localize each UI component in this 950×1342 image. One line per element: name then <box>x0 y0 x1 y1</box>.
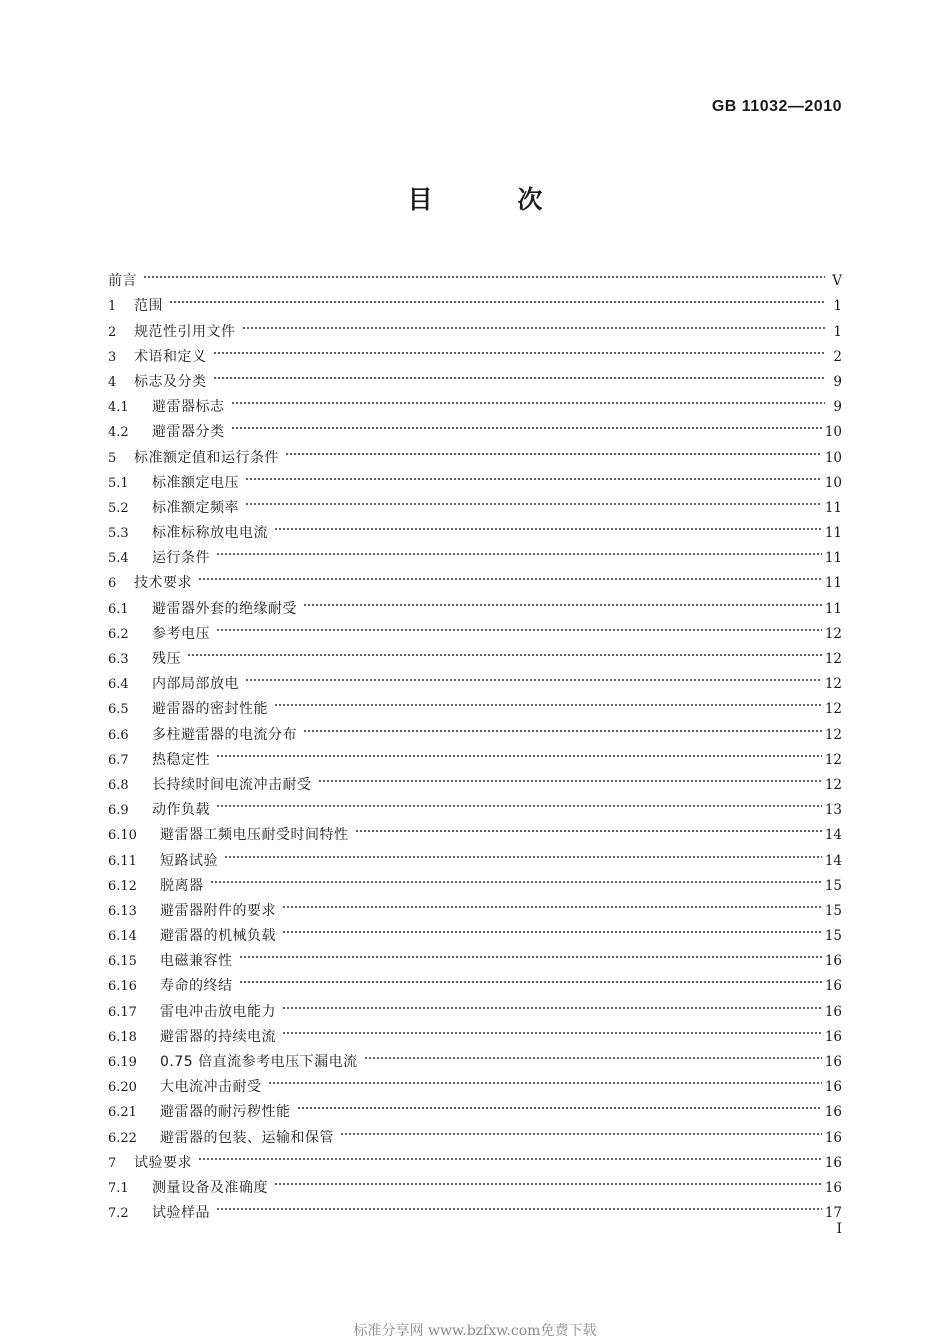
toc-entry-title: 避雷器的包装、运输和保管 <box>160 1129 334 1146</box>
toc-entry-page: 16 <box>824 1003 842 1020</box>
toc-entry-title: 避雷器附件的要求 <box>160 902 276 919</box>
toc-entry-page: 12 <box>824 751 842 768</box>
toc-entry-title: 避雷器的耐污秽性能 <box>160 1104 291 1121</box>
toc-entry-title: 避雷器的机械负载 <box>160 928 276 945</box>
toc-dot-leader <box>316 764 825 789</box>
toc-entry-page: 1 <box>833 298 842 315</box>
toc-entry-title: 0.75 倍直流参考电压下漏电流 <box>160 1054 358 1070</box>
toc-dot-leader <box>301 587 825 612</box>
toc-entry-number: 6.21 <box>108 1105 137 1121</box>
toc-dot-leader <box>272 512 825 537</box>
toc-entry-number: 6.9 <box>108 803 129 819</box>
toc-entry[interactable] <box>108 260 842 290</box>
toc-entry-number: 4 <box>108 374 117 390</box>
toc-entry[interactable] <box>108 386 842 416</box>
toc-dot-leader <box>214 1192 825 1217</box>
toc-entry-number: 6.11 <box>108 853 137 869</box>
toc-entry-title: 避雷器工频电压耐受时间特性 <box>160 827 349 844</box>
toc-entry-title: 脱离器 <box>160 877 204 894</box>
toc-entry-number: 6.5 <box>108 702 129 718</box>
toc-dot-leader <box>240 310 829 335</box>
toc-entry-number: 1 <box>108 299 117 315</box>
table-of-contents <box>108 260 842 1222</box>
toc-dot-leader <box>243 663 825 688</box>
toc-entry[interactable] <box>108 1192 842 1222</box>
toc-entry-title: 试验要求 <box>134 1154 192 1171</box>
toc-entry-page: 16 <box>824 953 842 970</box>
toc-dot-leader <box>280 915 825 940</box>
toc-dot-leader <box>214 537 825 562</box>
toc-entry[interactable] <box>108 537 842 567</box>
toc-entry-title: 技术要求 <box>134 575 192 592</box>
toc-entry-page: 11 <box>824 600 842 617</box>
toc-entry-page: 16 <box>824 1104 842 1121</box>
toc-entry-number: 6.4 <box>108 677 129 693</box>
toc-entry-page: 16 <box>824 1129 842 1146</box>
toc-entry-page: 12 <box>824 701 842 718</box>
toc-entry-number: 5.4 <box>108 551 129 567</box>
toc-entry-number: 6.14 <box>108 929 137 945</box>
toc-dot-leader <box>196 1142 825 1167</box>
toc-entry-page: 13 <box>824 802 842 819</box>
toc-entry-page: 1 <box>833 323 842 340</box>
toc-entry-number: 5 <box>108 450 117 466</box>
toc-entry-title: 热稳定性 <box>152 751 210 768</box>
toc-entry-page: 12 <box>824 676 842 693</box>
toc-dot-leader <box>211 336 829 361</box>
toc-entry-title: 避雷器的密封性能 <box>152 701 268 718</box>
toc-dot-leader <box>214 739 825 764</box>
toc-entry-title: 多柱避雷器的电流分布 <box>152 726 297 743</box>
toc-dot-leader <box>185 638 825 663</box>
toc-entry-title: 避雷器外套的绝缘耐受 <box>152 600 297 617</box>
toc-entry-number: 5.2 <box>108 500 129 516</box>
toc-entry-title: 长持续时间电流冲击耐受 <box>152 776 312 793</box>
toc-entry[interactable] <box>108 789 842 819</box>
toc-entry[interactable] <box>108 764 842 793</box>
toc-entry-title: 前言 <box>108 273 137 290</box>
page-number: I <box>836 1221 842 1237</box>
toc-entry-page: 15 <box>824 928 842 945</box>
toc-entry[interactable] <box>108 865 842 894</box>
toc-dot-leader <box>280 890 825 915</box>
toc-dot-leader <box>229 411 825 436</box>
toc-entry-page: V <box>832 273 842 290</box>
toc-entry-number: 6.10 <box>108 828 137 844</box>
toc-entry-number: 6.20 <box>108 1080 137 1096</box>
toc-dot-leader <box>196 562 825 587</box>
toc-entry-page: 15 <box>824 902 842 919</box>
toc-entry-number: 2 <box>108 324 117 340</box>
toc-entry-title: 避雷器分类 <box>152 424 225 441</box>
toc-entry-title: 雷电冲击放电能力 <box>160 1003 276 1020</box>
toc-entry-page: 16 <box>824 1079 842 1096</box>
toc-entry-title: 试验样品 <box>152 1205 210 1222</box>
toc-entry-number: 6.15 <box>108 954 137 970</box>
toc-entry[interactable] <box>108 890 842 919</box>
toc-entry-title: 运行条件 <box>152 550 210 567</box>
toc-entry-number: 4.1 <box>108 400 129 416</box>
toc-dot-leader <box>301 713 825 738</box>
toc-entry-page: 9 <box>833 373 842 390</box>
toc-entry[interactable] <box>108 587 842 617</box>
toc-dot-leader <box>280 1016 825 1041</box>
toc-entry-number: 5.3 <box>108 526 129 542</box>
toc-entry-title: 避雷器的持续电流 <box>160 1028 276 1045</box>
toc-dot-leader <box>211 361 829 386</box>
toc-entry-page: 11 <box>824 550 842 567</box>
toc-entry[interactable] <box>108 814 842 844</box>
toc-dot-leader <box>214 789 825 814</box>
toc-entry[interactable] <box>108 739 842 768</box>
toc-entry-page: 10 <box>824 474 842 491</box>
toc-entry[interactable] <box>108 310 842 340</box>
toc-entry-title: 避雷器标志 <box>152 399 225 416</box>
toc-dot-leader <box>208 865 825 890</box>
toc-dot-leader <box>280 990 825 1015</box>
toc-entry[interactable] <box>108 613 842 642</box>
toc-entry-title: 内部局部放电 <box>152 676 239 693</box>
toc-entry-page: 10 <box>824 449 842 466</box>
toc-entry-number: 6.6 <box>108 727 129 743</box>
toc-dot-leader <box>283 436 825 461</box>
toc-entry[interactable] <box>108 285 842 315</box>
toc-entry-page: 16 <box>824 1154 842 1171</box>
toc-dot-leader <box>353 814 825 839</box>
toc-entry-title: 测量设备及准确度 <box>152 1179 268 1196</box>
toc-entry-title: 标志及分类 <box>134 373 207 390</box>
toc-entry-number: 6.3 <box>108 652 129 667</box>
toc-entry-number: 6.18 <box>108 1029 137 1045</box>
toc-entry-page: 14 <box>824 827 842 844</box>
toc-dot-leader <box>295 1091 825 1116</box>
toc-entry-page: 16 <box>824 1054 842 1070</box>
toc-entry-page: 10 <box>824 424 842 441</box>
toc-dot-leader <box>229 386 829 411</box>
toc-entry-title: 动作负载 <box>152 802 210 819</box>
standard-number: GB 11032—2010 <box>711 98 842 115</box>
toc-entry-title: 术语和定义 <box>134 348 207 365</box>
toc-entry-number: 7.2 <box>108 1206 129 1222</box>
toc-entry-number: 5.1 <box>108 475 129 491</box>
toc-entry-page: 12 <box>824 625 842 642</box>
toc-entry[interactable] <box>108 663 842 693</box>
toc-entry-title: 残压 <box>152 651 181 667</box>
toc-entry[interactable] <box>108 638 842 667</box>
toc-dot-leader <box>266 1066 825 1091</box>
toc-entry-page: 16 <box>824 1028 842 1045</box>
toc-dot-leader <box>237 940 825 965</box>
toc-entry-title: 标准额定电压 <box>152 474 239 491</box>
toc-entry-title: 大电流冲击耐受 <box>160 1079 262 1096</box>
toc-dot-leader <box>362 1041 825 1066</box>
toc-entry-page: 14 <box>824 852 842 869</box>
toc-entry-number: 3 <box>108 349 117 365</box>
toc-entry-page: 11 <box>824 499 842 516</box>
toc-dot-leader <box>272 688 825 713</box>
toc-entry-page: 11 <box>824 575 842 592</box>
toc-entry-number: 4.2 <box>108 425 129 441</box>
toc-entry-number: 6.1 <box>108 601 129 617</box>
toc-entry[interactable] <box>108 1167 842 1196</box>
toc-entry-page: 15 <box>824 877 842 894</box>
toc-entry-page: 2 <box>833 348 842 365</box>
watermark: 标准分享网 www.bzfxw.com免费下载 <box>353 1323 597 1339</box>
toc-dot-leader <box>214 613 825 638</box>
toc-entry-page: 12 <box>824 651 842 667</box>
toc-entry[interactable] <box>108 1142 842 1171</box>
toc-entry-page: 16 <box>824 978 842 995</box>
toc-entry-number: 6.7 <box>108 752 129 768</box>
toc-entry-number: 6.8 <box>108 777 129 793</box>
toc-dot-leader <box>243 462 825 487</box>
toc-entry-page: 16 <box>824 1179 842 1196</box>
toc-entry[interactable] <box>108 361 842 390</box>
toc-entry-number: 6 <box>108 576 117 592</box>
toc-entry-title: 电磁兼容性 <box>160 953 233 970</box>
toc-entry-page: 9 <box>833 399 842 416</box>
toc-entry-number: 6.22 <box>108 1130 137 1146</box>
toc-entry-title: 范围 <box>134 298 163 315</box>
toc-entry-title: 标准标称放电电流 <box>152 525 268 542</box>
toc-entry-number: 6.13 <box>108 903 137 919</box>
toc-entry-page: 17 <box>824 1205 842 1222</box>
toc-entry-page: 11 <box>824 525 842 542</box>
toc-dot-leader <box>338 1116 825 1141</box>
toc-entry-number: 6.17 <box>108 1004 137 1020</box>
toc-entry-number: 7.1 <box>108 1180 129 1196</box>
toc-dot-leader <box>272 1167 825 1192</box>
toc-dot-leader <box>141 260 828 285</box>
toc-dot-leader <box>237 965 825 990</box>
toc-entry-title: 标准额定频率 <box>152 499 239 516</box>
toc-dot-leader <box>167 285 828 310</box>
toc-dot-leader <box>243 487 825 512</box>
toc-dot-leader <box>222 839 825 864</box>
toc-entry-number: 6.16 <box>108 979 137 995</box>
toc-entry-page: 12 <box>824 776 842 793</box>
toc-entry-title: 标准额定值和运行条件 <box>134 449 279 466</box>
toc-entry-title: 参考电压 <box>152 625 210 642</box>
toc-entry[interactable] <box>108 562 842 592</box>
toc-entry-number: 6.19 <box>108 1055 137 1070</box>
toc-entry-title: 规范性引用文件 <box>134 323 236 340</box>
toc-entry-page: 12 <box>824 726 842 743</box>
toc-entry-title: 短路试验 <box>160 852 218 869</box>
toc-entry-title: 寿命的终结 <box>160 978 233 995</box>
page-title: 目 次 <box>407 185 581 214</box>
toc-entry-number: 6.2 <box>108 626 129 642</box>
toc-entry[interactable] <box>108 336 842 365</box>
toc-entry-number: 7 <box>108 1155 117 1171</box>
toc-entry-number: 6.12 <box>108 878 137 894</box>
